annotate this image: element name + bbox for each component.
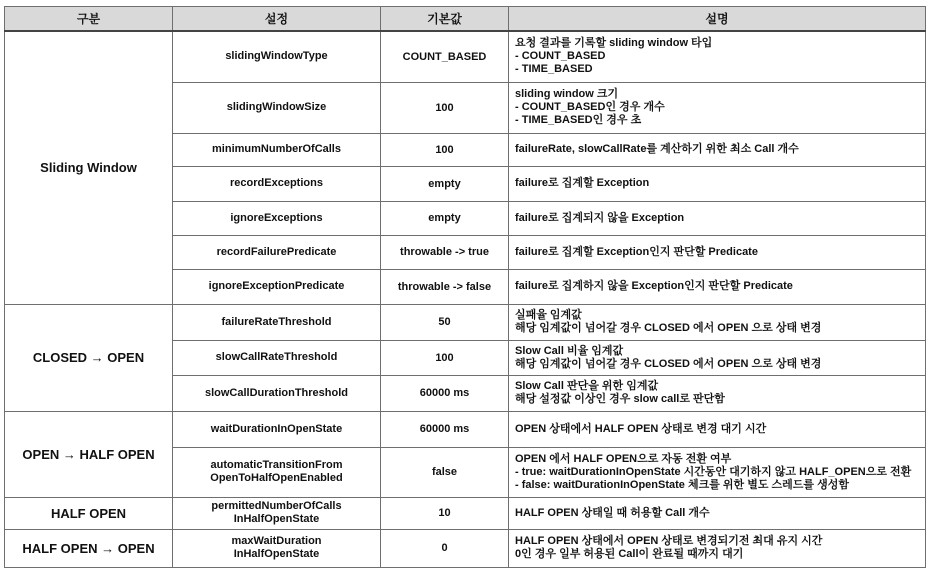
setting-cell: [173, 304, 381, 340]
description-line: failureRate, slowCallRate를 계산하기 위한 최소 Call 개수: [515, 143, 799, 155]
description-cell: [509, 201, 926, 235]
default-value-cell: 50: [381, 304, 509, 340]
default-value-cell: throwable -> false: [381, 269, 509, 304]
header-row: [5, 7, 926, 32]
table-row: [5, 497, 926, 529]
setting-name: InHalfOpenState: [233, 513, 320, 525]
description-line: 실패율 임계값: [515, 309, 582, 321]
description-line: failure로 집계할 Exception: [515, 177, 650, 189]
setting-cell: [173, 133, 381, 166]
setting-name: OpenToHalfOpenEnabled: [210, 472, 343, 484]
description-line: - false: waitDurationInOpenState 체크를 위한 별도 스레드를 생성함: [515, 478, 849, 491]
setting-name: slidingWindowType: [225, 50, 328, 63]
default-value-cell: false: [381, 447, 509, 497]
setting-name: slowCallRateThreshold: [215, 351, 338, 363]
default-value-cell: 100: [381, 133, 509, 166]
default-value-cell: COUNT_BASED: [381, 31, 509, 82]
description-cell: [509, 31, 926, 82]
description-cell: [509, 235, 926, 269]
setting-cell: [173, 340, 381, 375]
setting-name: minimumNumberOfCalls: [212, 143, 341, 155]
setting-cell: [173, 31, 381, 82]
setting-name: ignoreExceptions: [230, 211, 323, 224]
description-cell: [509, 497, 926, 529]
setting-cell: [173, 375, 381, 411]
default-value-cell: empty: [381, 201, 509, 235]
setting-name: failureRateThreshold: [221, 315, 332, 328]
setting-name: InHalfOpenState: [233, 548, 320, 560]
setting-cell: [173, 235, 381, 269]
description-line: - TIME_BASED: [515, 63, 593, 76]
header-default: 기본값: [381, 7, 509, 32]
default-value-cell: empty: [381, 166, 509, 201]
category-cell: OPEN → HALF OPEN: [5, 411, 173, 497]
table-row: [5, 411, 926, 447]
setting-name: slowCallDurationThreshold: [204, 386, 348, 399]
description-line: OPEN 상태에서 HALF OPEN 상태로 변경 대기 시간: [515, 422, 767, 435]
default-value-cell: 100: [381, 340, 509, 375]
default-value-cell: 0: [381, 529, 509, 567]
description-cell: [509, 304, 926, 340]
setting-cell: [173, 82, 381, 133]
setting-cell: [173, 497, 381, 529]
table-row: [5, 304, 926, 340]
setting-name: automaticTransitionFrom: [210, 459, 343, 471]
header-category: 구분: [5, 7, 173, 32]
description-line: - TIME_BASED인 경우 초: [515, 114, 642, 126]
description-cell: [509, 166, 926, 201]
default-value-cell: throwable -> true: [381, 235, 509, 269]
description-line: HALF OPEN 상태에서 OPEN 상태로 변경되기전 최대 유지 시간: [515, 535, 823, 547]
default-value-cell: 100: [381, 82, 509, 133]
table-row: [5, 31, 926, 82]
setting-name: ignoreExceptionPredicate: [208, 280, 345, 292]
description-cell: [509, 447, 926, 497]
description-line: 요청 결과를 기록할 sliding window 타입: [515, 37, 713, 50]
description-line: failure로 집계할 Exception인지 판단할 Predicate: [515, 245, 758, 258]
description-line: Slow Call 비율 임계값: [515, 344, 624, 357]
default-value-cell: 60000 ms: [381, 375, 509, 411]
setting-name: maxWaitDuration: [231, 535, 322, 547]
setting-name: slidingWindowSize: [226, 101, 327, 113]
description-cell: [509, 133, 926, 166]
description-line: 해당 임계값이 넘어갈 경우 CLOSED 에서 OPEN 으로 상태 변경: [515, 357, 822, 370]
header-setting: 설정: [173, 7, 381, 32]
default-value-cell: 10: [381, 497, 509, 529]
description-line: - COUNT_BASED인 경우 개수: [515, 101, 665, 113]
setting-cell: [173, 447, 381, 497]
setting-cell: [173, 529, 381, 567]
category-cell: HALF OPEN → OPEN: [5, 529, 173, 567]
setting-cell: [173, 166, 381, 201]
table-row: [5, 529, 926, 567]
description-line: HALF OPEN 상태일 때 허용할 Call 개수: [515, 506, 710, 519]
setting-name: waitDurationInOpenState: [210, 422, 343, 435]
config-table: [4, 6, 926, 568]
description-line: Slow Call 판단을 위한 임계값: [515, 380, 659, 392]
description-line: OPEN 에서 HALF OPEN으로 자동 전환 여부: [515, 452, 732, 465]
setting-cell: [173, 269, 381, 304]
description-cell: [509, 375, 926, 411]
description-line: failure로 집계하지 않을 Exception인지 판단할 Predicate: [515, 280, 793, 292]
description-line: - COUNT_BASED: [515, 50, 606, 63]
description-line: 해당 설정값 이상인 경우 slow call로 판단함: [515, 393, 725, 405]
category-cell: Sliding Window: [5, 31, 173, 304]
header-description: 설명: [509, 7, 926, 32]
setting-cell: [173, 201, 381, 235]
description-cell: [509, 269, 926, 304]
setting-name: recordFailurePredicate: [216, 245, 337, 258]
category-cell: HALF OPEN: [5, 497, 173, 529]
description-cell: [509, 529, 926, 567]
setting-name: recordExceptions: [230, 177, 323, 189]
setting-cell: [173, 411, 381, 447]
setting-name: permittedNumberOfCalls: [211, 500, 342, 512]
description-cell: [509, 82, 926, 133]
category-cell: CLOSED → OPEN: [5, 304, 173, 411]
description-line: sliding window 크기: [515, 88, 619, 100]
description-cell: [509, 411, 926, 447]
description-line: 0인 경우 일부 허용된 Call이 완료될 때까지 대기: [515, 548, 744, 560]
description-line: 해당 임계값이 넘어갈 경우 CLOSED 에서 OPEN 으로 상태 변경: [515, 322, 822, 334]
description-line: failure로 집계되지 않을 Exception: [515, 211, 685, 224]
description-cell: [509, 340, 926, 375]
default-value-cell: 60000 ms: [381, 411, 509, 447]
description-line: - true: waitDurationInOpenState 시간동안 대기하지 않고 HALF_OPEN으로 전환: [515, 465, 912, 478]
